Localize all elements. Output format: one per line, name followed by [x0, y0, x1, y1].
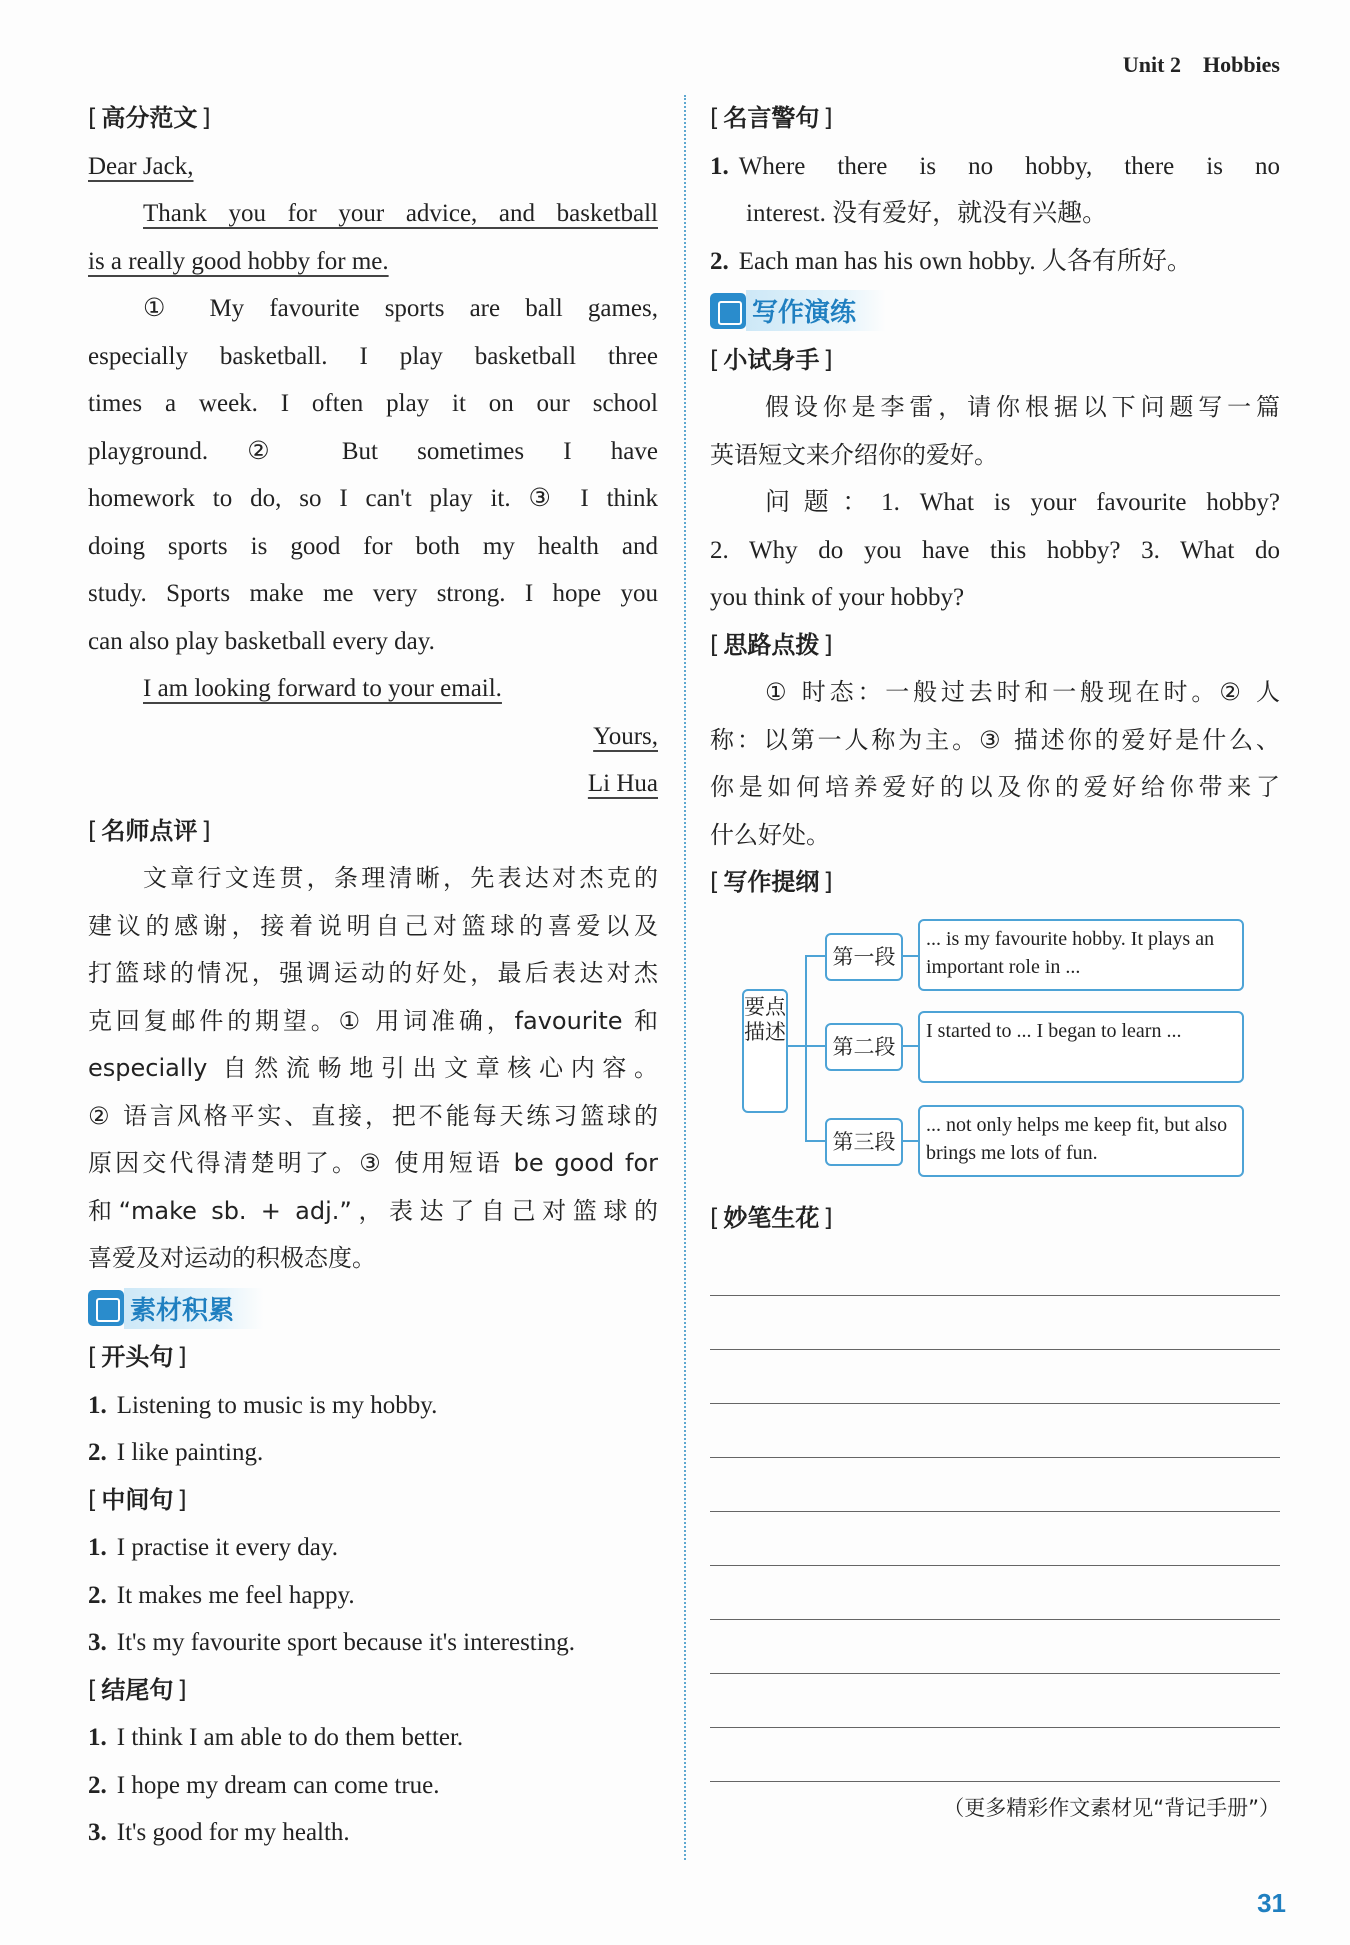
- writing-outline-diagram: [710, 915, 1280, 1191]
- list-item: 2. It makes me feel happy.: [88, 1581, 355, 1609]
- outline-segment-text: ... not only helps me keep fit, but also brings me lots of fun.: [918, 1105, 1244, 1177]
- unit-topic: Hobbies: [1202, 52, 1280, 77]
- left-column: [88, 95, 658, 1857]
- opening-sentences-tag: [ 开头句 ]: [88, 1334, 658, 1382]
- letter-closing: I am looking forward to your email.: [143, 675, 502, 702]
- list-item: 1. I think I am able to do them better.: [88, 1724, 464, 1751]
- outline-main-label: 要点描述: [742, 989, 788, 1113]
- comment-line: 建议的感谢，接着说明自己对篮球的喜爱以及: [88, 911, 658, 940]
- book-icon: [88, 1290, 124, 1326]
- practice-section-title: 写作演练: [710, 287, 1280, 335]
- task-line: 问题：1. What is your favourite hobby?: [765, 489, 1280, 516]
- page-number: 31: [1257, 1888, 1286, 1918]
- outline-segment-label: 第一段: [825, 933, 903, 981]
- sample-essay-tag: [ 高分范文 ]: [88, 95, 658, 143]
- comment-line: 喜爱及对运动的积极态度。: [88, 1244, 376, 1272]
- list-item: 3. It's my favourite sport because it's interesting.: [88, 1629, 575, 1656]
- teacher-comment: [88, 855, 658, 1283]
- letter-line: especially basketball. I play basketball three: [88, 342, 658, 370]
- column-divider: [684, 95, 686, 1860]
- unit-label: Unit 2: [1122, 52, 1181, 77]
- writing-tag: [ 妙笔生花 ]: [710, 1195, 1280, 1243]
- middle-sentences-tag: [ 中间句 ]: [88, 1477, 658, 1525]
- letter-line: homework to do, so I can't play it. ③ I think: [88, 485, 658, 512]
- tip-line: ① 时态：一般过去时和一般现在时。② 人: [765, 678, 1280, 706]
- comment-line: 和“make sb. + adj.”，表达了自己对篮球的: [88, 1196, 658, 1225]
- writing-line[interactable]: [710, 1620, 1280, 1674]
- outline-segment-label: 第二段: [825, 1023, 903, 1071]
- tip-line: 你是如何培养爱好的以及你的爱好给你带来了: [710, 773, 1280, 801]
- letter-line: study. Sports make me very strong. I hope you: [88, 580, 658, 607]
- writing-line[interactable]: [710, 1728, 1280, 1782]
- list-item: 3. It's good for my health.: [88, 1819, 350, 1846]
- letter-opening-2: is a really good hobby for me.: [88, 247, 389, 275]
- letter-line: playground. ② But sometimes I have: [88, 437, 658, 465]
- task-line: 假设你是李雷，请你根据以下问题写一篇: [765, 393, 1280, 421]
- letter-line: ① My favourite sports are ball games,: [143, 295, 658, 322]
- writing-line[interactable]: [710, 1404, 1280, 1458]
- task-line: 2. Why do you have this hobby? 3. What do: [710, 536, 1280, 564]
- list-item: 2. I like painting.: [88, 1439, 264, 1466]
- writing-line[interactable]: [710, 1458, 1280, 1512]
- tips-tag: [ 思路点拨 ]: [710, 622, 1280, 670]
- letter-line: doing sports is good for both my health and: [88, 532, 658, 560]
- footnote: （更多精彩作文素材见“背记手册”）: [943, 1796, 1280, 1820]
- comment-line: 原因交代得清楚明了。③ 使用短语 be good for: [88, 1149, 658, 1177]
- writing-line[interactable]: [710, 1350, 1280, 1404]
- letter-yours: Yours,: [593, 722, 658, 750]
- list-item: 1. I practise it every day.: [88, 1534, 338, 1561]
- letter-signature: Li Hua: [587, 770, 658, 797]
- writing-line[interactable]: [710, 1674, 1280, 1728]
- outline-tag: [ 写作提纲 ]: [710, 859, 1280, 907]
- letter-greeting: Dear Jack,: [88, 152, 194, 180]
- quote-2: 2. Each man has his own hobby. 人各有所好。: [710, 247, 1192, 275]
- sample-letter: [88, 143, 658, 808]
- list-item: 1. Listening to music is my hobby.: [88, 1391, 438, 1419]
- ending-sentences-tag: [ 结尾句 ]: [88, 1667, 658, 1715]
- writing-line[interactable]: [710, 1242, 1280, 1296]
- writing-area[interactable]: [710, 1242, 1280, 1782]
- comment-line: especially 自然流畅地引出文章核心内容。: [88, 1054, 658, 1082]
- letter-opening-1: Thank you for your advice, and basketball: [143, 200, 658, 227]
- try-it-tag: [ 小试身手 ]: [710, 337, 1280, 385]
- page-header: [1101, 52, 1280, 78]
- list-item: 2. I hope my dream can come true.: [88, 1771, 440, 1799]
- outline-segment-text: I started to ... I began to learn ...: [918, 1011, 1244, 1083]
- right-column: [710, 95, 1280, 1822]
- task-line: 英语短文来介绍你的爱好。: [710, 440, 998, 469]
- task-line: you think of your hobby?: [710, 584, 965, 611]
- quotes-tag: [ 名言警句 ]: [710, 95, 1280, 143]
- letter-line: can also play basketball every day.: [88, 627, 435, 655]
- comment-line: 克回复邮件的期望。① 用词准确，favourite 和: [88, 1006, 658, 1035]
- outline-segment-label: 第三段: [825, 1118, 903, 1166]
- quote-1: 1. Where there is no hobby, there is no: [710, 152, 1280, 180]
- pen-icon: [710, 293, 746, 329]
- comment-line: 文章行文连贯，条理清晰，先表达对杰克的: [143, 864, 658, 892]
- writing-line[interactable]: [710, 1512, 1280, 1566]
- writing-line[interactable]: [710, 1296, 1280, 1350]
- quote-1-cont: interest. 没有爱好，就没有兴趣。: [746, 200, 1108, 227]
- comment-line: ② 语言风格平实、直接，把不能每天练习篮球的: [88, 1101, 658, 1130]
- letter-line: times a week. I often play it on our school: [88, 390, 658, 417]
- teacher-comment-tag: [ 名师点评 ]: [88, 808, 658, 856]
- tip-line: 什么好处。: [710, 820, 830, 849]
- writing-line[interactable]: [710, 1566, 1280, 1620]
- outline-segment-text: ... is my favourite hobby. It plays an important role in ...: [918, 919, 1244, 991]
- material-section-title: 素材积累: [88, 1285, 658, 1333]
- tip-line: 称：以第一人称为主。③ 描述你的爱好是什么、: [710, 725, 1280, 754]
- comment-line: 打篮球的情况，强调运动的好处，最后表达对杰: [88, 959, 658, 987]
